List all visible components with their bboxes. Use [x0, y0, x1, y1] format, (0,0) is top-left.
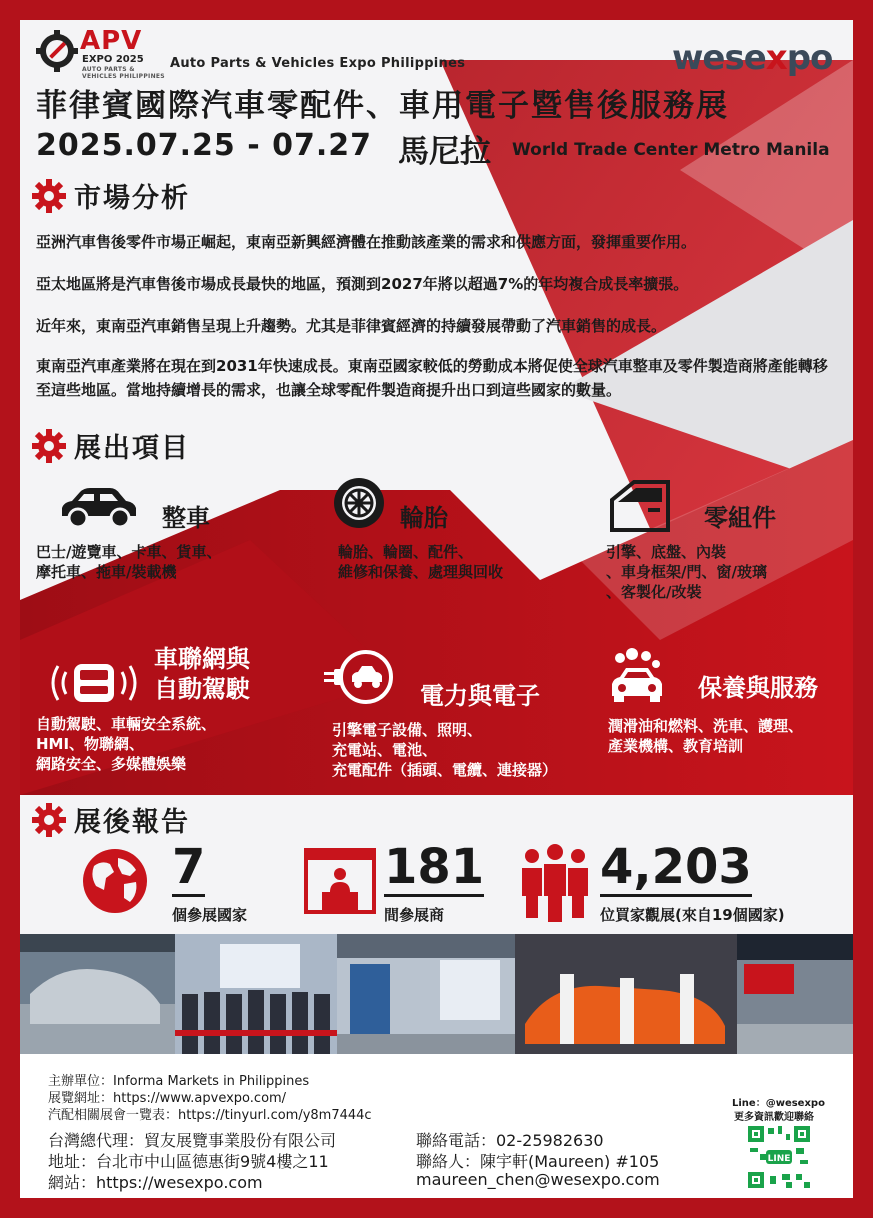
gear-icon — [32, 179, 66, 213]
exhibit-title-parts: 零組件 — [704, 504, 776, 532]
report-heading — [32, 800, 190, 839]
stat-countries-value: 7 — [172, 839, 206, 895]
ev-plug-icon — [324, 648, 396, 706]
line-qr-label: LINE — [767, 1154, 791, 1164]
wesexpo-logo-b: po — [786, 38, 833, 78]
footer-contact: 聯絡人：陳宇軒(Maureen) #105 — [416, 1152, 660, 1171]
exhibit-desc-vehicles: 巴士/遊覽車、卡車、貨車、 摩托車、拖車/裝載機 — [36, 543, 222, 581]
wesexpo-logo — [672, 38, 832, 78]
market-paragraph-3: 近年來，東南亞汽車銷售呈現上升趨勢。尤其是菲律賓經濟的持續發展帶動了汽車銷售的成長。 — [36, 317, 667, 335]
exhibit-category-electrical — [320, 648, 620, 788]
car-door-icon — [606, 478, 674, 534]
footer — [20, 1054, 853, 1198]
photo-exhibition-hall — [337, 934, 515, 1054]
exhibit-category-parts — [606, 476, 846, 606]
footer-line-id: Line：@wesexpo — [732, 1098, 825, 1109]
footer-organizer: 主辦單位：Informa Markets in Philippines — [48, 1074, 310, 1089]
footer-line-note: 更多資訊歡迎聯絡 — [734, 1112, 814, 1123]
stat-exhibitors-value: 181 — [384, 839, 485, 895]
exhibit-title-services: 保養與服務 — [698, 674, 818, 702]
gear-icon — [32, 429, 66, 463]
exhibit-desc-tires: 輪胎、輪圈、配件、 維修和保養、處理與回收 — [338, 543, 504, 581]
exhibit-title-connected: 車聯網與 自動駕駛 — [154, 645, 250, 703]
car-icon — [56, 486, 138, 530]
exhibit-category-vehicles — [36, 482, 296, 592]
photo-autobot-booth — [737, 934, 853, 1054]
market-heading — [32, 176, 190, 215]
exhibits-heading — [32, 426, 190, 465]
exhibit-category-services — [606, 648, 846, 768]
people-icon — [518, 844, 592, 924]
apv-logo-year: EXPO 2025 — [82, 54, 144, 65]
exhibit-desc-services: 潤滑油和燃料、洗車、護理、 產業機構、教育培訓 — [608, 717, 804, 755]
event-photos — [20, 934, 853, 1054]
exhibit-desc-parts: 引擎、底盤、內裝 、車身框架/門、窗/玻璃 、客製化/改裝 — [606, 543, 767, 601]
market-paragraph-2: 亞太地區將是汽車售後市場成長最快的地區，預測到2027年將以超過7%的年均複合成長率擴張。 — [36, 275, 689, 293]
line-qr-code[interactable] — [746, 1124, 812, 1190]
footer-website[interactable]: 展覽網址：https://www.apvexpo.com/ — [48, 1091, 287, 1106]
exhibit-title-tires: 輪胎 — [400, 504, 448, 532]
stat-buyers-value: 4,203 — [600, 839, 752, 895]
footer-agent: 台灣總代理：貿友展覽事業股份有限公司 — [48, 1131, 337, 1150]
stat-buyers-label: 位買家觀展(來自19個國家) — [600, 906, 785, 924]
tire-icon — [332, 476, 386, 530]
stat-exhibitors-label: 間參展商 — [384, 906, 445, 924]
exhibit-title-electrical: 電力與電子 — [420, 682, 540, 710]
market-paragraph-4: 東南亞汽車產業將在現在到2031年快速成長。東南亞國家較低的勞動成本將促使全球汽車整車及零件製造商將產能轉移至這些地區。當地持續增長的需求，也讓全球零配件製造商提升出口到這些國家的數量。 — [36, 357, 828, 399]
market-paragraph-1: 亞洲汽車售後零件市場正崛起，東南亞新興經濟體在推動該產業的需求和供應方面，發揮重要作用。 — [36, 233, 697, 251]
exhibit-desc-connected: 自動駕駛、車輛安全系統、 HMI、物聯網、 網路安全、多媒體娛樂 — [36, 715, 217, 773]
page-title: 菲律賓國際汽車零配件、車用電子暨售後服務展 — [36, 88, 729, 124]
market-heading-text: 市場分析 — [74, 183, 190, 214]
event-city: 馬尼拉 — [398, 134, 491, 170]
footer-site[interactable]: 網站：https://wesexpo.com — [48, 1173, 263, 1192]
apv-gear-icon — [36, 30, 78, 72]
footer-email[interactable]: maureen_chen@wesexpo.com — [416, 1170, 660, 1189]
footer-phone: 聯絡電話：02-25982630 — [416, 1131, 604, 1150]
photo-ribbon-cutting — [175, 934, 337, 1054]
event-venue: World Trade Center Metro Manila — [512, 140, 830, 160]
stat-countries-label: 個參展國家 — [172, 906, 248, 924]
wesexpo-logo-x: x — [765, 38, 787, 78]
connected-car-icon — [48, 658, 140, 708]
apv-logo-small: AUTO PARTS & VEHICLES PHILIPPINES — [82, 66, 165, 80]
exhibits-heading-text: 展出項目 — [74, 433, 190, 464]
exhibit-category-connected — [36, 644, 316, 784]
event-dates: 2025.07.25 - 07.27 — [36, 128, 373, 163]
apv-logo-text: APV — [80, 26, 143, 56]
booth-icon — [304, 848, 376, 914]
photo-assembly-line — [20, 934, 175, 1054]
exhibit-category-tires — [332, 476, 602, 586]
expo-name-en: Auto Parts & Vehicles Expo Philippines — [170, 56, 466, 71]
footer-address: 地址：台北市中山區德惠街9號4樓之11 — [48, 1152, 329, 1171]
report-heading-text: 展後報告 — [74, 807, 190, 838]
poster-frame — [20, 20, 853, 1198]
wesexpo-logo-a: wese — [672, 38, 766, 78]
gear-icon — [32, 803, 66, 837]
apv-logo — [36, 26, 166, 82]
footer-related[interactable]: 汽配相關展會一覽表：https://tinyurl.com/y8m7444c — [48, 1108, 372, 1123]
photo-car-display — [515, 934, 737, 1054]
exhibit-desc-electrical: 引擎電子設備、照明、 充電站、電池、 充電配件（插頭、電纜、連接器） — [332, 721, 558, 779]
car-wash-icon — [606, 648, 666, 704]
exhibit-title-vehicles: 整車 — [162, 504, 210, 532]
globe-icon — [80, 846, 150, 916]
